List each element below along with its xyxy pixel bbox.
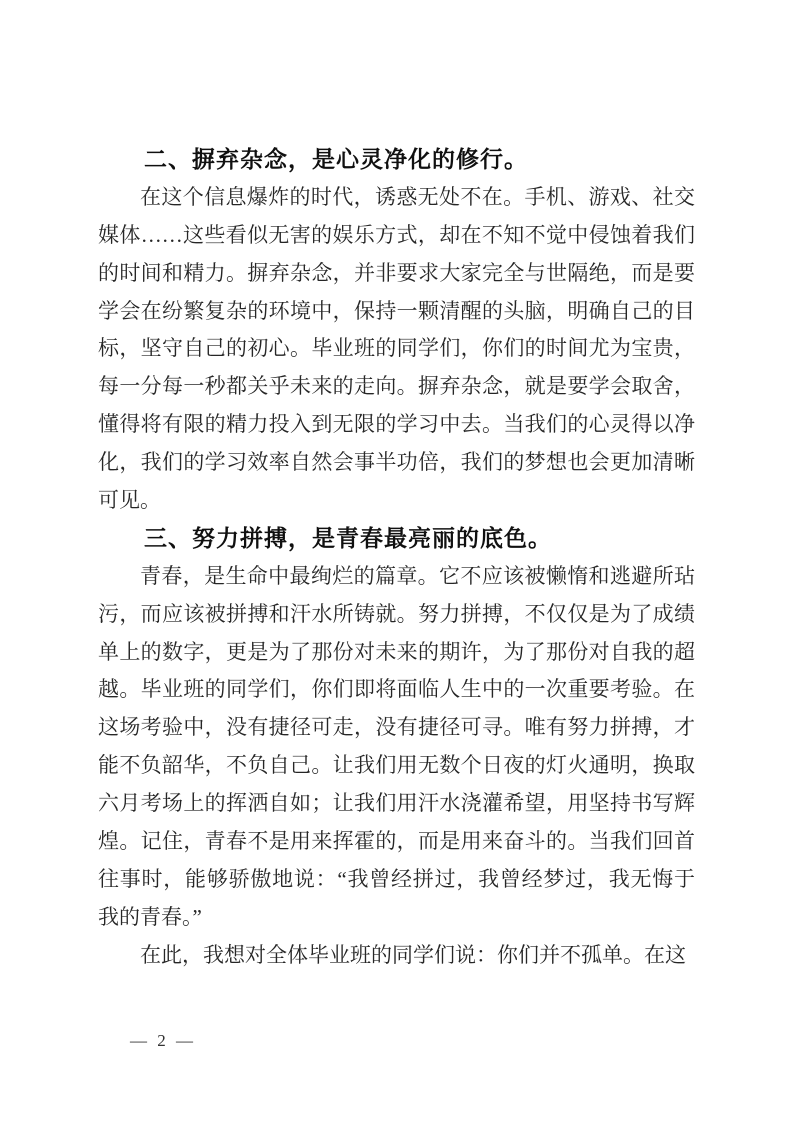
paragraph-line: 越。毕业班的同学们，你们即将面临人生中的一次重要考验。在 — [98, 677, 695, 702]
paragraph-line: 污，而应该被拼搏和汗水所铸就。努力拼搏，不仅仅是为了成绩 — [98, 601, 695, 626]
paragraph-line: 能不负韶华，不负自己。让我们用无数个日夜的灯火通明，换取 — [98, 753, 695, 778]
paragraph-line: 在此，我想对全体毕业班的同学们说：你们并不孤单。在这 — [140, 942, 686, 967]
paragraph-line: 六月考场上的挥洒自如；让我们用汗水浇灌希望，用坚持书写辉 — [98, 791, 695, 816]
paragraph-line: 媒体……这些看似无害的娱乐方式，却在不知不觉中侵蚀着我们 — [98, 222, 695, 247]
paragraph-line: 懂得将有限的精力投入到无限的学习中去。当我们的心灵得以净 — [98, 412, 695, 437]
page-number: — 2 — — [130, 1031, 196, 1050]
paragraph-line: 在这个信息爆炸的时代，诱惑无处不在。手机、游戏、社交 — [140, 184, 695, 209]
paragraph-line: 学会在纷繁复杂的环境中，保持一颗清醒的头脑，明确自己的目 — [98, 298, 695, 323]
paragraph-line: 往事时，能够骄傲地说：“我曾经拼过，我曾经梦过，我无悔于 — [98, 866, 695, 891]
paragraph-line: 这场考验中，没有捷径可走，没有捷径可寻。唯有努力拼搏，才 — [98, 715, 695, 740]
paragraph-line: 标，坚守自己的初心。毕业班的同学们，你们的时间尤为宝贵， — [98, 336, 695, 361]
section-heading: 三、努力拼搏，是青春最亮丽的底色。 — [144, 524, 552, 551]
paragraph-line: 煌。记住，青春不是用来挥霍的，而是用来奋斗的。当我们回首 — [98, 829, 695, 854]
paragraph-line: 化，我们的学习效率自然会事半功倍，我们的梦想也会更加清晰 — [98, 450, 695, 475]
paragraph-line: 青春，是生命中最绚烂的篇章。它不应该被懒惰和逃避所玷 — [140, 563, 695, 588]
paragraph-line: 我的青春。” — [98, 904, 202, 929]
paragraph-line: 可见。 — [98, 488, 161, 513]
paragraph-line: 的时间和精力。摒弃杂念，并非要求大家完全与世隔绝，而是要 — [98, 260, 695, 285]
paragraph-line: 单上的数字，更是为了那份对未来的期许，为了那份对自我的超 — [98, 639, 695, 664]
section-heading: 二、摒弃杂念，是心灵净化的修行。 — [144, 146, 528, 172]
document-body — [98, 141, 695, 975]
paragraph-line: 每一分每一秒都关乎未来的走向。摒弃杂念，就是要学会取舍， — [98, 374, 695, 399]
